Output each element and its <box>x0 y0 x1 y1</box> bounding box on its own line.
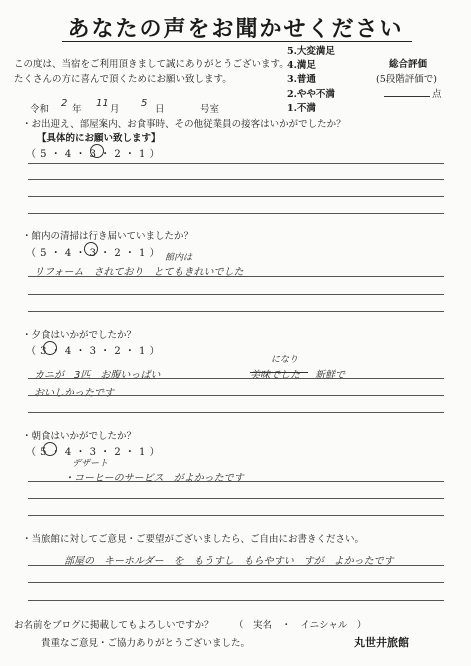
q3-hand-comment-1: カニが 3匹 お腹いっぱい <box>34 370 161 381</box>
title-underline <box>62 41 412 42</box>
page-title: あなたの声をお聞かせください <box>67 16 404 42</box>
date-day-value[interactable]: 5 <box>141 98 148 109</box>
date-day-label: 日 <box>155 104 165 115</box>
q3-hand-comment-line2: おいしかったです <box>34 388 114 399</box>
legend-item-2: 2.やや不満 <box>287 89 335 100</box>
q1-selected-circle <box>90 144 104 158</box>
q4-hand-insert: デザート <box>72 459 109 469</box>
q1-question: ・お出迎え、部屋案内、お食事時、その他従業員の接客はいかがでしたか？ <box>22 119 346 130</box>
q4-hand-comment: ・コーヒーのサービス がよかったです <box>64 473 244 484</box>
q1-sub-label: 【具体的にお願い致します】 <box>37 133 161 144</box>
q5-line-1 <box>28 565 444 566</box>
points-suffix: 点 <box>432 89 442 100</box>
q5-line-3 <box>28 600 444 601</box>
q1-line-4 <box>28 213 444 214</box>
q3-hand-insert: になり <box>271 355 299 365</box>
overall-rating-field[interactable] <box>384 96 430 97</box>
q1-line-1 <box>28 163 444 164</box>
q3-line-2 <box>28 395 444 396</box>
q3-hand-comment-strike: 美味でした <box>250 370 300 381</box>
q4-selected-circle <box>43 442 57 456</box>
q3-question: ・夕食はいかがでしたか？ <box>22 330 137 341</box>
q5-question: ・当旅館に対してご意見・ご要望がございましたら、ご自由にお書きください。 <box>22 534 365 545</box>
q2-question: ・館内の清掃は行き届いていましたか？ <box>22 231 194 242</box>
date-era: 令和 <box>30 104 50 115</box>
q2-line-2 <box>28 294 444 295</box>
q4-line-3 <box>28 515 444 516</box>
q5-line-2 <box>28 582 444 583</box>
q3-rating-scale[interactable]: （ 3 ・ 4 ・ 3 ・ 2 ・ 1 ） <box>26 346 161 357</box>
date-year-value[interactable]: 2 <box>61 98 68 109</box>
legend-item-4: 4.満足 <box>287 60 316 71</box>
q5-hand-comment: 部屋の キーホルダー を もうすし もらやすい すが よかったです <box>64 556 394 567</box>
date-year-label: 年 <box>72 104 82 115</box>
q3-strike-line <box>250 372 308 373</box>
q3-selected-circle <box>43 341 57 355</box>
q4-line-1 <box>28 481 444 482</box>
q2-line-1 <box>28 276 444 277</box>
date-month-value[interactable]: 11 <box>96 98 109 109</box>
intro-line-1: この度は、当宿をご利用頂きまして誠にありがとうございます。 <box>14 59 289 70</box>
legend-item-5: 5.大変満足 <box>287 46 335 57</box>
q3-line-1 <box>28 378 444 379</box>
date-month-label: 月 <box>110 104 120 115</box>
overall-rating-label: 総合評価 <box>389 59 428 70</box>
q2-rating-scale[interactable]: （ 5 ・ 4 ・ 3 ・ 2 ・ 1 ） <box>26 248 161 259</box>
thanks-message: 貴重なご意見・ご協力ありがとうございました。 <box>41 638 251 649</box>
q4-rating-scale[interactable]: （ 5 ・ 4 ・ 3 ・ 2 ・ 1 ） <box>26 447 161 458</box>
q4-question: ・朝食はいかがでしたか？ <box>22 431 137 442</box>
legend-item-1: 1.不満 <box>287 103 316 114</box>
q3-hand-comment-2: 新鮮で <box>315 370 345 381</box>
q1-line-3 <box>28 196 444 197</box>
room-label: 号室 <box>200 104 220 115</box>
q2-line-3 <box>28 311 444 312</box>
q1-rating-scale[interactable]: （ 5 ・ 4 ・ 3 ・ 2 ・ 1 ） <box>26 149 161 160</box>
q4-line-2 <box>28 498 444 499</box>
intro-line-2: たくさんの方に喜んで頂くためにお願い致します。 <box>14 74 232 85</box>
q2-selected-circle <box>84 242 98 256</box>
q3-line-3 <box>28 412 444 413</box>
legend-item-3: 3.普通 <box>287 74 316 85</box>
q2-hand-insert: 館内は <box>165 253 193 263</box>
blog-options[interactable]: （ 実名 ・ イニシャル ） <box>234 620 367 631</box>
q1-line-2 <box>28 179 444 180</box>
inn-name: 丸世井旅館 <box>354 636 409 649</box>
blog-question: お名前をブログに掲載してもよろしいですか？ <box>14 620 214 631</box>
overall-rating-note: (5段階評価で) <box>376 74 437 85</box>
q2-hand-comment: リフォーム されており とてもきれいでした <box>34 267 244 278</box>
